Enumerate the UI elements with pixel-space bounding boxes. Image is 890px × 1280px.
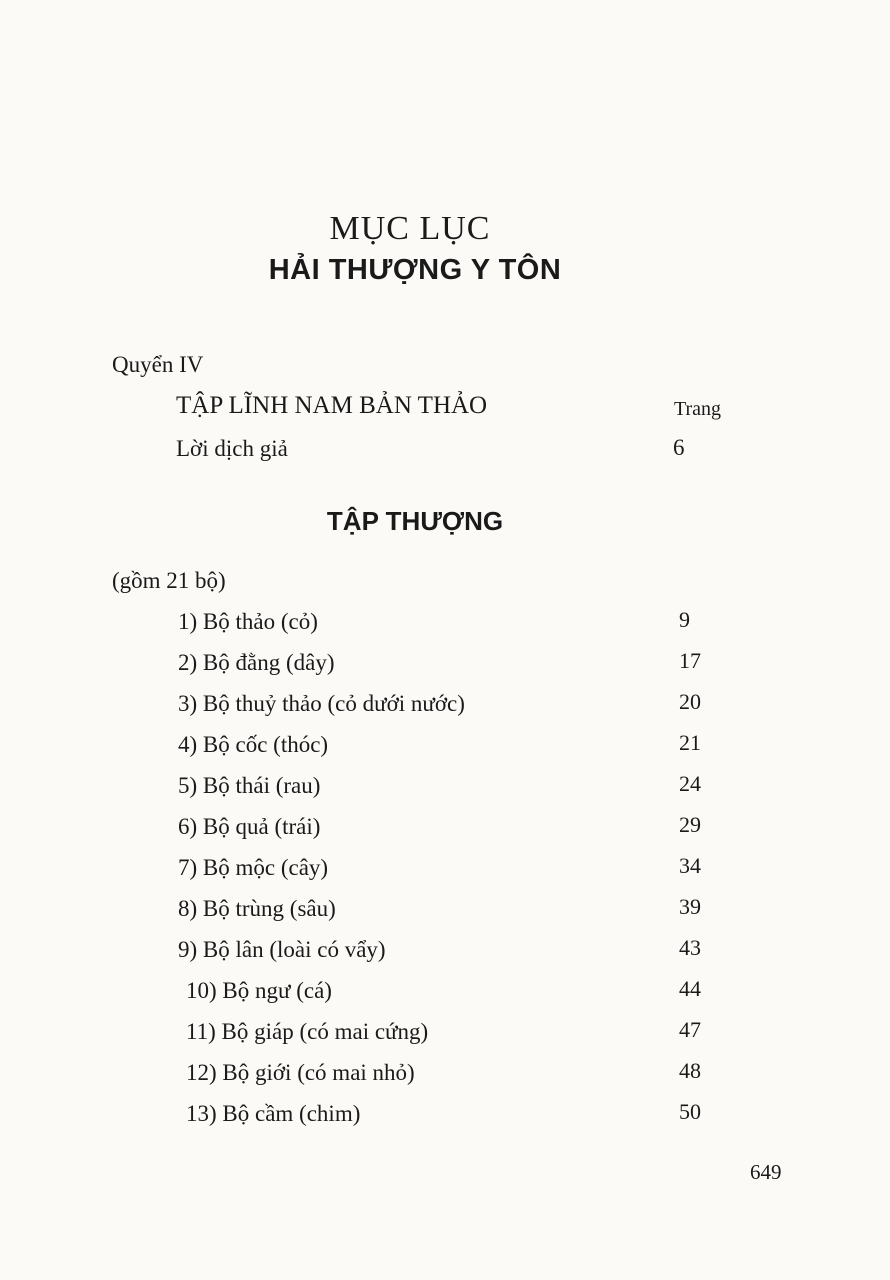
toc-entry-label: 8) Bộ trùng (sâu): [178, 896, 336, 921]
toc-entry-page: 47: [679, 1017, 701, 1042]
toc-entry-label: 7) Bộ mộc (cây): [178, 855, 329, 880]
toc-entry-page: 29: [679, 812, 701, 837]
front-matter-page: 6: [673, 435, 685, 460]
page-column-label: Trang: [674, 398, 722, 420]
toc-entry-page: 34: [679, 853, 701, 878]
volume-label: Quyển IV: [112, 352, 204, 377]
toc-entry-page: 50: [679, 1099, 701, 1124]
toc-entry-label: 12) Bộ giới (có mai nhỏ): [186, 1060, 415, 1085]
section-title: TẬP THƯỢNG: [326, 506, 504, 536]
toc-entry-page: 20: [679, 689, 701, 714]
toc-entry-page: 21: [679, 730, 701, 755]
book-title: HẢI THƯỢNG Y TÔN: [268, 254, 562, 286]
toc-entry-label: 1) Bộ thảo (cỏ): [178, 609, 318, 634]
toc-entry-page: 9: [679, 607, 690, 632]
toc-entry-page: 48: [679, 1058, 701, 1083]
toc-entry-page: 39: [679, 894, 701, 919]
front-matter-label: Lời dịch giả: [176, 436, 288, 461]
toc-entry-page: 24: [679, 771, 701, 796]
page-number: 649: [750, 1160, 782, 1184]
part-title: TẬP LĨNH NAM BẢN THẢO: [176, 392, 488, 419]
toc-title: MỤC LỤC: [329, 210, 491, 247]
toc-entry-label: 2) Bộ đằng (dây): [178, 650, 335, 675]
toc-entry-label: 6) Bộ quả (trái): [178, 814, 321, 839]
section-note: (gồm 21 bộ): [112, 568, 226, 593]
toc-entry-page: 43: [679, 935, 701, 960]
toc-entry-label: 10) Bộ ngư (cá): [186, 978, 332, 1003]
toc-entry-label: 5) Bộ thái (rau): [178, 773, 321, 798]
toc-entry-page: 44: [679, 976, 701, 1001]
toc-entry-label: 11) Bộ giáp (có mai cứng): [186, 1019, 429, 1044]
toc-entry-page: 17: [679, 648, 701, 673]
toc-entry-label: 4) Bộ cốc (thóc): [178, 732, 329, 757]
toc-entry-label: 9) Bộ lân (loài có vẩy): [178, 937, 386, 962]
toc-entry-label: 13) Bộ cầm (chim): [186, 1101, 361, 1126]
toc-entry-label: 3) Bộ thuỷ thảo (cỏ dưới nước): [178, 691, 465, 716]
